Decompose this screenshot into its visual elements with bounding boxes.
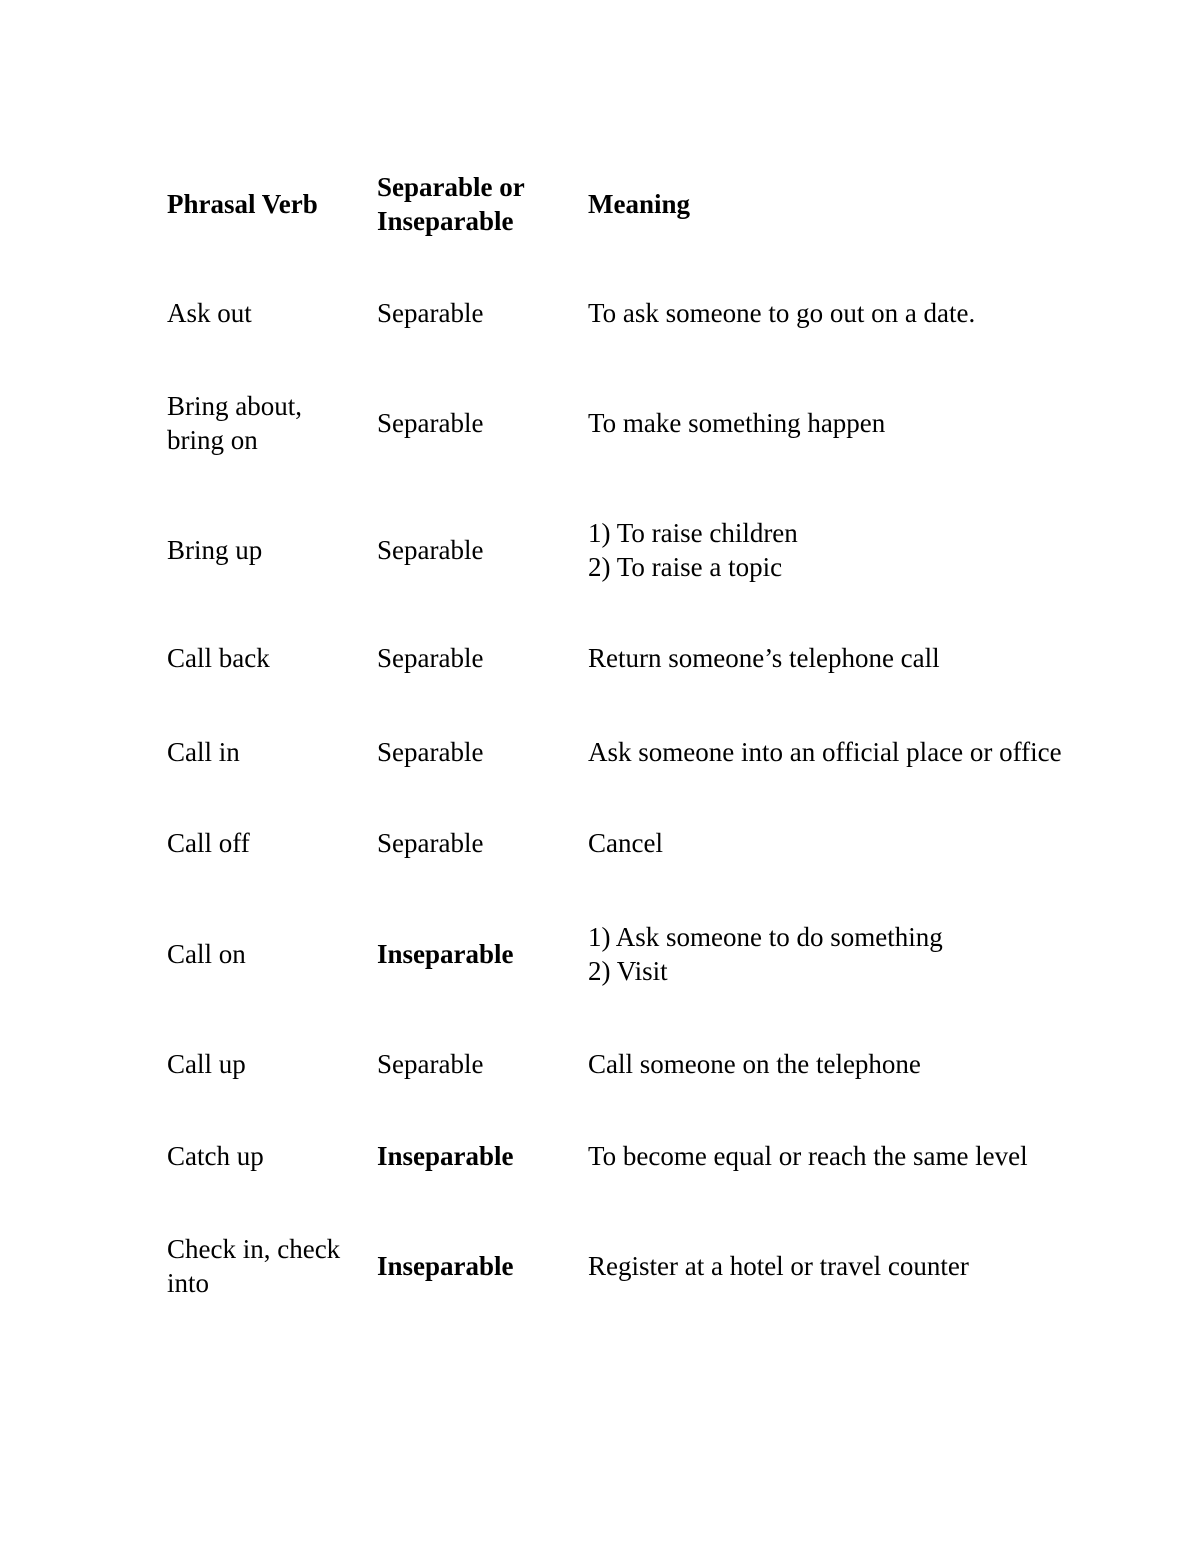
separability-cell: Inseparable (377, 1251, 514, 1281)
meaning-line: Call someone on the telephone (588, 1049, 921, 1079)
verb-line: Bring up (167, 535, 263, 565)
verb-cell (167, 826, 367, 860)
verb-line: Call off (167, 828, 250, 858)
meaning-cell (588, 735, 1188, 769)
table-row (0, 735, 1200, 769)
meaning-line: To make something happen (588, 408, 886, 438)
meaning-line: Cancel (588, 828, 663, 858)
meaning-cell (588, 826, 1188, 860)
meaning-cell (588, 1047, 1188, 1081)
verb-cell (167, 533, 367, 567)
meaning-line: 1) Ask someone to do something (588, 922, 943, 952)
separability-cell: Separable (377, 535, 484, 565)
table-row (0, 1232, 1200, 1300)
separability-cell: Separable (377, 643, 484, 673)
header-separable-line2: Inseparable (377, 206, 514, 236)
meaning-line: Register at a hotel or travel counter (588, 1251, 969, 1281)
verb-cell (167, 389, 367, 457)
meaning-cell (588, 1139, 1188, 1173)
meaning-cell (588, 641, 1188, 675)
meaning-cell (588, 920, 1188, 988)
verb-cell (167, 1047, 367, 1081)
meaning-cell (588, 1249, 1188, 1283)
meaning-line: 1) To raise children (588, 518, 798, 548)
table-row (0, 516, 1200, 584)
verb-line: into (167, 1268, 210, 1298)
table-row (0, 1047, 1200, 1081)
separability-cell: Separable (377, 1049, 484, 1079)
verb-line: bring on (167, 425, 258, 455)
meaning-line: To ask someone to go out on a date. (588, 298, 976, 328)
verb-line: Call on (167, 939, 246, 969)
table-header-row (0, 170, 1200, 238)
table-row (0, 389, 1200, 457)
verb-line: Check in, check (167, 1234, 341, 1264)
separability-cell: Separable (377, 298, 484, 328)
header-phrasal-verb: Phrasal Verb (167, 189, 318, 219)
meaning-line: To become equal or reach the same level (588, 1141, 1028, 1171)
meaning-line: Return someone’s telephone call (588, 643, 940, 673)
separability-cell: Inseparable (377, 1141, 514, 1171)
verb-cell (167, 641, 367, 675)
separability-cell: Separable (377, 737, 484, 767)
meaning-cell (588, 516, 1188, 584)
table-row (0, 641, 1200, 675)
meaning-line: 2) Visit (588, 956, 668, 986)
meaning-cell (588, 296, 1188, 330)
separability-cell: Separable (377, 408, 484, 438)
header-meaning: Meaning (588, 189, 691, 219)
header-separable-line1: Separable or (377, 172, 525, 202)
verb-cell (167, 937, 367, 971)
verb-line: Call up (167, 1049, 246, 1079)
verb-cell (167, 1139, 367, 1173)
table-row (0, 920, 1200, 988)
table-row (0, 1139, 1200, 1173)
table-row (0, 826, 1200, 860)
verb-cell (167, 296, 367, 330)
verb-cell (167, 735, 367, 769)
header-separable (377, 170, 577, 238)
table-row (0, 296, 1200, 330)
separability-cell: Inseparable (377, 939, 514, 969)
verb-cell (167, 1232, 367, 1300)
verb-line: Call back (167, 643, 270, 673)
meaning-cell (588, 406, 1188, 440)
verb-line: Call in (167, 737, 240, 767)
verb-line: Catch up (167, 1141, 264, 1171)
verb-line: Bring about, (167, 391, 302, 421)
separability-cell: Separable (377, 828, 484, 858)
meaning-line: Ask someone into an official place or office (588, 737, 1062, 767)
meaning-line: 2) To raise a topic (588, 552, 783, 582)
verb-line: Ask out (167, 298, 252, 328)
